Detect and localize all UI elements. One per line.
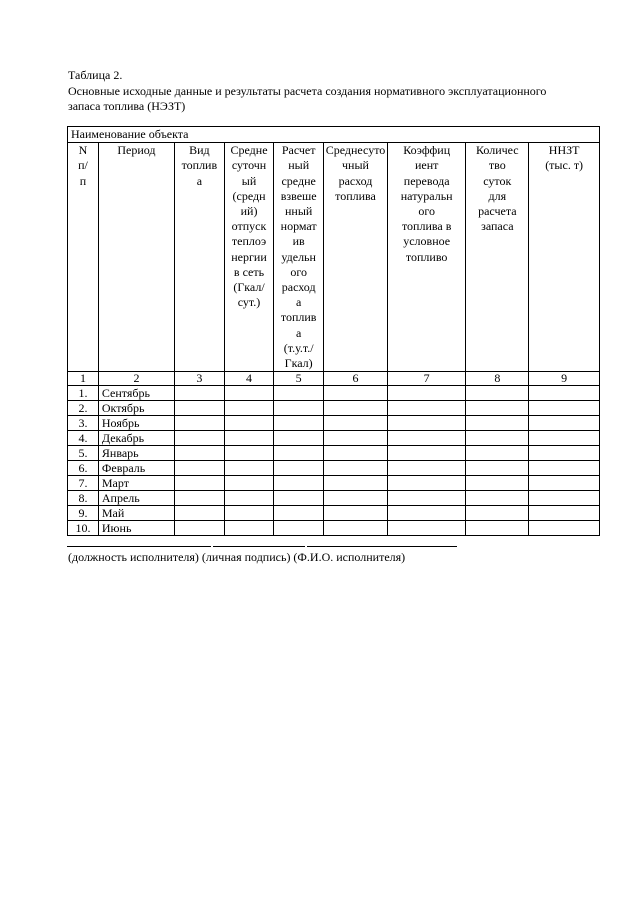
header-line: тво — [488, 158, 506, 173]
header-line: (тыс. т) — [545, 158, 584, 173]
header-line: нный — [285, 204, 313, 219]
header-line: ный — [288, 158, 310, 173]
empty-value-cell[interactable] — [466, 446, 529, 461]
signature-caption: (должность исполнителя) (личная подпись) (Ф.И.О. исполнителя) — [68, 550, 406, 564]
signature-line — [213, 546, 305, 547]
header-line: расход — [281, 280, 316, 295]
caption-description-line-1: Основные исходные данные и результаты расчета создания нормативного эксплуатационного — [68, 83, 547, 98]
table-row — [68, 446, 600, 461]
full-name-line — [307, 546, 457, 547]
empty-value-cell[interactable] — [175, 521, 225, 536]
header-line: ННЗТ — [548, 143, 580, 158]
header-cell — [68, 143, 99, 372]
header-line: N — [78, 143, 88, 158]
header-line: ый — [241, 173, 257, 188]
header-line: запаса — [481, 219, 514, 234]
header-line: взвеше — [280, 188, 317, 203]
empty-value-cell[interactable] — [388, 491, 466, 506]
column-number: 1 — [68, 372, 99, 386]
empty-value-cell[interactable] — [529, 446, 600, 461]
empty-value-cell[interactable] — [175, 506, 225, 521]
empty-value-cell[interactable] — [274, 431, 324, 446]
header-line: Период — [117, 143, 156, 158]
period-cell: Ноябрь — [98, 416, 174, 431]
period-cell: Февраль — [98, 461, 174, 476]
header-line: Гкал) — [284, 356, 313, 371]
header-cell — [388, 143, 466, 372]
header-line: перевода — [403, 173, 450, 188]
empty-value-cell[interactable] — [175, 446, 225, 461]
period-cell: Январь — [98, 446, 174, 461]
column-number: 2 — [98, 372, 174, 386]
header-line: а — [296, 325, 302, 340]
row-number: 9. — [68, 506, 99, 521]
column-number: 6 — [324, 372, 388, 386]
signature-lines — [67, 546, 459, 547]
empty-value-cell[interactable] — [529, 506, 600, 521]
empty-value-cell[interactable] — [529, 461, 600, 476]
empty-value-cell[interactable] — [324, 401, 388, 416]
empty-value-cell[interactable] — [175, 386, 225, 401]
column-number: 8 — [466, 372, 529, 386]
column-number: 5 — [274, 372, 324, 386]
empty-value-cell[interactable] — [175, 431, 225, 446]
empty-value-cell[interactable] — [224, 461, 274, 476]
header-line: Среднесуто — [325, 143, 386, 158]
header-line: а — [196, 173, 203, 188]
empty-value-cell[interactable] — [274, 491, 324, 506]
row-number: 5. — [68, 446, 99, 461]
header-cell — [224, 143, 274, 372]
empty-value-cell[interactable] — [175, 416, 225, 431]
empty-value-cell[interactable] — [175, 476, 225, 491]
header-line: ого — [290, 264, 307, 279]
empty-value-cell[interactable] — [466, 416, 529, 431]
empty-value-cell[interactable] — [274, 446, 324, 461]
header-line: п/ — [78, 158, 88, 173]
column-number: 3 — [175, 372, 225, 386]
period-cell: Июнь — [98, 521, 174, 536]
header-line: топлив — [181, 158, 218, 173]
column-number-row — [68, 372, 600, 386]
header-cell — [274, 143, 324, 372]
header-line: сут.) — [237, 295, 261, 310]
empty-value-cell[interactable] — [529, 416, 600, 431]
header-cell — [98, 143, 174, 372]
period-cell: Декабрь — [98, 431, 174, 446]
empty-value-cell[interactable] — [388, 386, 466, 401]
empty-value-cell[interactable] — [274, 506, 324, 521]
empty-value-cell[interactable] — [224, 446, 274, 461]
table-row — [68, 476, 600, 491]
header-line: для — [488, 188, 507, 203]
row-number: 10. — [68, 521, 99, 536]
empty-value-cell[interactable] — [324, 416, 388, 431]
empty-value-cell[interactable] — [466, 431, 529, 446]
header-line: Коэффиц — [403, 143, 451, 158]
empty-value-cell[interactable] — [529, 521, 600, 536]
period-cell: Октябрь — [98, 401, 174, 416]
empty-value-cell[interactable] — [224, 506, 274, 521]
empty-value-cell[interactable] — [274, 386, 324, 401]
header-line: Расчет — [281, 143, 316, 158]
empty-value-cell[interactable] — [224, 416, 274, 431]
column-number: 7 — [388, 372, 466, 386]
empty-value-cell[interactable] — [388, 446, 466, 461]
empty-value-cell[interactable] — [388, 506, 466, 521]
fuel-reserve-table — [67, 126, 600, 536]
empty-value-cell[interactable] — [529, 431, 600, 446]
header-line: п — [79, 173, 87, 188]
header-line: суток — [483, 173, 512, 188]
empty-value-cell[interactable] — [529, 476, 600, 491]
header-line: а — [296, 295, 302, 310]
empty-value-cell[interactable] — [224, 476, 274, 491]
empty-value-cell[interactable] — [388, 416, 466, 431]
empty-value-cell[interactable] — [324, 506, 388, 521]
header-line: нергии — [231, 249, 267, 264]
empty-value-cell[interactable] — [388, 431, 466, 446]
header-line: чный — [342, 158, 369, 173]
header-line: топлива — [335, 188, 376, 203]
empty-value-cell[interactable] — [324, 446, 388, 461]
header-line: (средн — [232, 188, 266, 203]
table-row — [68, 521, 600, 536]
header-line: ого — [418, 204, 435, 219]
header-line: в сеть — [233, 264, 265, 279]
table-row — [68, 506, 600, 521]
row-number: 1. — [68, 386, 99, 401]
empty-value-cell[interactable] — [388, 476, 466, 491]
header-line: Вид — [189, 143, 210, 158]
header-line: топлив — [280, 310, 317, 325]
column-number: 9 — [529, 372, 600, 386]
header-cell — [529, 143, 600, 372]
empty-value-cell[interactable] — [466, 506, 529, 521]
empty-value-cell[interactable] — [388, 401, 466, 416]
header-line: суточн — [231, 158, 267, 173]
header-line: отпуск — [231, 219, 267, 234]
empty-value-cell[interactable] — [388, 461, 466, 476]
empty-value-cell[interactable] — [274, 461, 324, 476]
header-line: топлива в — [401, 219, 452, 234]
table-row — [68, 416, 600, 431]
empty-value-cell[interactable] — [224, 491, 274, 506]
empty-value-cell[interactable] — [324, 431, 388, 446]
empty-value-cell[interactable] — [466, 401, 529, 416]
column-number: 4 — [224, 372, 274, 386]
empty-value-cell[interactable] — [224, 521, 274, 536]
row-number: 7. — [68, 476, 99, 491]
period-cell: Май — [98, 506, 174, 521]
header-line: топливо — [405, 249, 448, 264]
header-line: удельн — [281, 249, 316, 264]
caption-description-line-2: запаса топлива (НЭЗТ) — [68, 99, 186, 113]
row-number: 6. — [68, 461, 99, 476]
caption-title: Таблица 2. — [68, 68, 123, 82]
empty-value-cell[interactable] — [324, 386, 388, 401]
header-line: условное — [403, 234, 451, 249]
header-line: нормат — [280, 219, 317, 234]
table-row — [68, 461, 600, 476]
header-line: иент — [414, 158, 439, 173]
row-number: 3. — [68, 416, 99, 431]
table-row — [68, 386, 600, 401]
header-line: Средне — [230, 143, 268, 158]
header-line: натуральн — [400, 188, 453, 203]
empty-value-cell[interactable] — [274, 476, 324, 491]
empty-value-cell[interactable] — [274, 521, 324, 536]
header-cell — [175, 143, 225, 372]
empty-value-cell[interactable] — [466, 461, 529, 476]
header-line: средне — [281, 173, 316, 188]
period-cell: Март — [98, 476, 174, 491]
header-line: расчета — [478, 204, 517, 219]
empty-value-cell[interactable] — [324, 521, 388, 536]
empty-value-cell[interactable] — [466, 521, 529, 536]
table-row — [68, 401, 600, 416]
empty-value-cell[interactable] — [388, 521, 466, 536]
header-line: (т.у.т./ — [283, 340, 314, 355]
empty-value-cell[interactable] — [175, 461, 225, 476]
empty-value-cell[interactable] — [175, 401, 225, 416]
empty-value-cell[interactable] — [324, 476, 388, 491]
table-caption — [68, 68, 608, 115]
header-row — [68, 143, 600, 372]
empty-value-cell[interactable] — [224, 401, 274, 416]
empty-value-cell[interactable] — [175, 491, 225, 506]
object-name-row: Наименование объекта — [68, 127, 600, 143]
header-cell — [324, 143, 388, 372]
empty-value-cell[interactable] — [324, 491, 388, 506]
header-line: Количес — [475, 143, 519, 158]
empty-value-cell[interactable] — [466, 476, 529, 491]
position-line — [67, 546, 211, 547]
row-number: 2. — [68, 401, 99, 416]
period-cell: Апрель — [98, 491, 174, 506]
empty-value-cell[interactable] — [224, 386, 274, 401]
header-line: расход — [338, 173, 373, 188]
empty-value-cell[interactable] — [529, 491, 600, 506]
empty-value-cell[interactable] — [529, 386, 600, 401]
empty-value-cell[interactable] — [224, 431, 274, 446]
header-line: (Гкал/ — [233, 280, 265, 295]
header-cell — [466, 143, 529, 372]
row-number: 4. — [68, 431, 99, 446]
header-line: теплоэ — [231, 234, 267, 249]
table-row — [68, 491, 600, 506]
period-cell: Сентябрь — [98, 386, 174, 401]
row-number: 8. — [68, 491, 99, 506]
empty-value-cell[interactable] — [529, 401, 600, 416]
header-line: ив — [292, 234, 305, 249]
header-line: ий) — [240, 204, 258, 219]
empty-value-cell[interactable] — [466, 491, 529, 506]
empty-value-cell[interactable] — [324, 461, 388, 476]
empty-value-cell[interactable] — [466, 386, 529, 401]
empty-value-cell[interactable] — [274, 416, 324, 431]
empty-value-cell[interactable] — [274, 401, 324, 416]
table-row — [68, 431, 600, 446]
